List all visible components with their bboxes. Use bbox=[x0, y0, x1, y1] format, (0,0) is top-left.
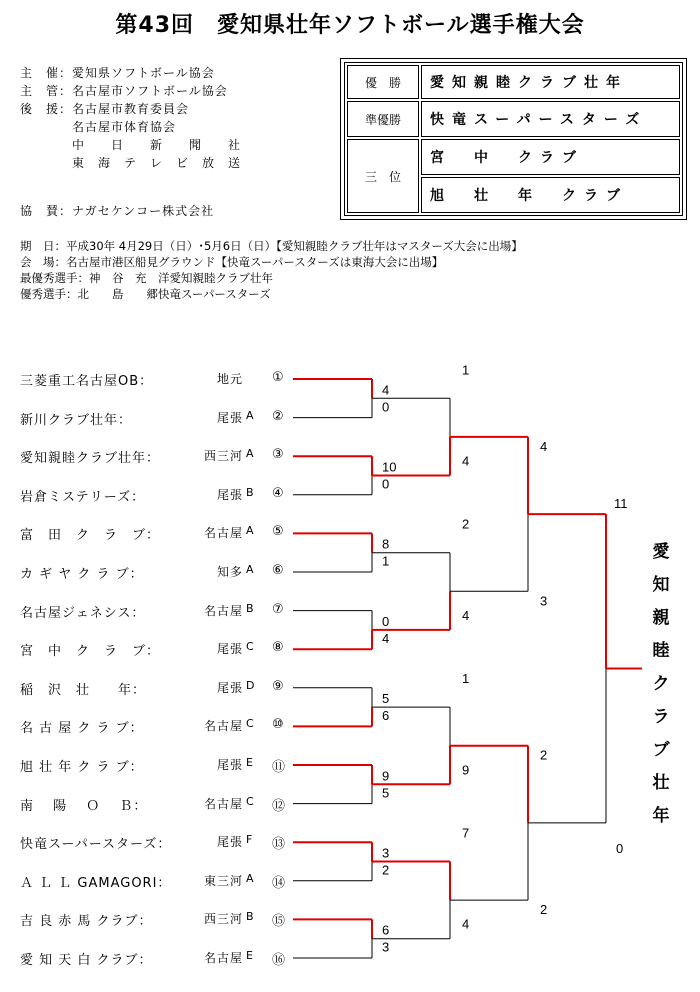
score-label: 1 bbox=[462, 362, 470, 378]
info-excellent: 優秀選手：北 島 郷快竜スーパースターズ bbox=[20, 287, 271, 301]
team-region: 名古屋 bbox=[203, 603, 243, 618]
team-number: ⑯ bbox=[272, 953, 287, 968]
team-number: ⑤ bbox=[272, 524, 285, 540]
team-number: ⑫ bbox=[272, 798, 287, 814]
organizer-line: 東 海 テ レ ビ 放 送 bbox=[20, 156, 242, 170]
team-name: 岩倉ミステリーズ： bbox=[20, 489, 146, 505]
winner-char: 知 bbox=[652, 575, 670, 595]
team-name: 新川クラブ壮年： bbox=[20, 412, 133, 428]
score-label: 5 bbox=[382, 785, 390, 801]
winner-char: ク bbox=[652, 674, 670, 694]
team-number: ⑪ bbox=[272, 760, 287, 775]
score-label: 3 bbox=[382, 939, 390, 955]
team-region: 尾張 bbox=[216, 642, 243, 657]
team-name: 愛 知 天 白 クラブ： bbox=[20, 953, 153, 968]
score-label: 0 bbox=[382, 613, 390, 629]
team-name: カ ギ ヤ ク ラ ブ： bbox=[20, 567, 144, 582]
team-seed: E bbox=[246, 949, 254, 962]
page-title: 第43回 愛知県壮年ソフトボール選手権大会 bbox=[115, 13, 585, 38]
team-seed: D bbox=[246, 678, 256, 692]
team-region: 地元 bbox=[216, 372, 243, 386]
team-number: ⑮ bbox=[272, 914, 287, 930]
score-label: 4 bbox=[462, 607, 470, 623]
winner-char: 年 bbox=[652, 806, 670, 826]
team-number: ⑥ bbox=[272, 563, 285, 578]
third-team: 旭 壮 年 クラブ bbox=[421, 177, 680, 213]
team-region: 知多 bbox=[216, 565, 243, 579]
team-seed: C bbox=[246, 717, 255, 731]
winner-char: 壮 bbox=[652, 773, 670, 793]
score-label: 1 bbox=[382, 553, 390, 569]
score-label: 7 bbox=[462, 825, 470, 841]
organizer-line: 名古屋市体育協会 bbox=[20, 120, 177, 134]
team-name: 名 古 屋 ク ラ ブ： bbox=[20, 721, 144, 737]
team-region: 尾張 bbox=[216, 835, 243, 850]
organizer-line: 主 催：愛知県ソフトボール協会 bbox=[20, 66, 215, 80]
winner-char: 愛 bbox=[652, 542, 670, 562]
team-region: 尾張 bbox=[216, 758, 243, 772]
team-region: 尾張 bbox=[216, 487, 243, 502]
team-region: 名古屋 bbox=[203, 951, 243, 965]
team-region: 尾張 bbox=[216, 680, 243, 695]
team-name: 富 田 ク ラ ブ： bbox=[20, 528, 161, 544]
third-label: 三 位 bbox=[347, 139, 419, 213]
score-label: 5 bbox=[382, 691, 390, 707]
team-name: Ａ Ｌ Ｌ GAMAGORI： bbox=[20, 875, 172, 891]
score-label: 2 bbox=[462, 516, 470, 532]
team-number: ⑧ bbox=[272, 640, 285, 656]
info-mvp: 最優秀選手：神 谷 充 洋愛知親睦クラブ壮年 bbox=[20, 271, 273, 285]
score-label: 9 bbox=[382, 768, 390, 784]
third-team: 宮 中 クラブ bbox=[421, 139, 680, 175]
team-number: ② bbox=[272, 408, 285, 424]
team-name: 南 陽 Ｏ Ｂ： bbox=[20, 798, 148, 814]
score-label: 6 bbox=[382, 708, 390, 724]
organizer-line: 後 援：名古屋市教育委員会 bbox=[20, 102, 190, 116]
team-number: ⑨ bbox=[272, 678, 285, 694]
team-seed: F bbox=[246, 833, 254, 847]
team-seed: B bbox=[246, 485, 255, 499]
team-name: 三菱重工名古屋OB： bbox=[20, 374, 154, 389]
runnerup-label: 準優勝 bbox=[347, 101, 419, 137]
runnerup-team: 快竜スーパースターズ bbox=[421, 101, 680, 137]
winner-vertical-name bbox=[648, 536, 674, 833]
score-label: 10 bbox=[382, 459, 397, 475]
team-region: 西三河 bbox=[203, 912, 243, 927]
team-seed: A bbox=[246, 871, 255, 885]
score-label: 3 bbox=[382, 845, 390, 861]
info-date: 期 日：平成30年 4月29日（日）･5月6日（日）【愛知親睦クラブ壮年はマスターズ大会に出場】 bbox=[20, 239, 523, 253]
team-seed: A bbox=[246, 524, 255, 538]
score-label: 0 bbox=[382, 476, 390, 492]
team-seed: A bbox=[246, 408, 255, 422]
team-name: 宮 中 ク ラ ブ： bbox=[20, 644, 161, 660]
team-seed: A bbox=[246, 563, 255, 576]
team-number: ③ bbox=[272, 447, 285, 463]
score-label: 4 bbox=[540, 438, 548, 454]
team-name: 吉 良 赤 馬 クラブ： bbox=[20, 914, 153, 930]
team-seed: C bbox=[246, 640, 255, 654]
team-region: 名古屋 bbox=[203, 796, 243, 811]
team-name: 名古屋ジェネシス： bbox=[20, 605, 146, 621]
team-region: 尾張 bbox=[216, 410, 243, 425]
team-name: 稲 沢 壮 年： bbox=[20, 682, 147, 698]
score-label: 4 bbox=[462, 916, 470, 932]
team-region: 名古屋 bbox=[203, 526, 243, 541]
winner-char: ブ bbox=[652, 740, 670, 760]
score-label: 4 bbox=[462, 453, 470, 469]
score-label: 11 bbox=[614, 496, 628, 512]
team-number: ⑩ bbox=[272, 717, 285, 733]
team-number: ⑬ bbox=[272, 837, 287, 853]
team-number: ⑦ bbox=[272, 601, 285, 617]
score-label: 2 bbox=[540, 747, 548, 763]
team-seed: C bbox=[246, 794, 255, 808]
champion-team: 愛知親睦クラブ壮年 bbox=[421, 65, 680, 99]
team-name: 旭 壮 年 ク ラ ブ： bbox=[20, 760, 144, 775]
team-region: 名古屋 bbox=[203, 719, 243, 734]
winner-char: 親 bbox=[652, 608, 670, 628]
sponsor-line: 協 賛：ナガセケンコー株式会社 bbox=[20, 204, 215, 218]
score-label: 0 bbox=[616, 840, 624, 856]
team-seed: B bbox=[246, 910, 255, 924]
score-label: 2 bbox=[540, 902, 548, 918]
score-label: 4 bbox=[382, 630, 390, 646]
score-label: 3 bbox=[540, 593, 548, 609]
winner-char: ラ bbox=[652, 707, 670, 727]
team-number: ① bbox=[272, 370, 285, 385]
team-region: 西三河 bbox=[203, 449, 243, 464]
score-label: 8 bbox=[382, 536, 390, 552]
team-seed: E bbox=[246, 756, 254, 769]
score-label: 6 bbox=[382, 922, 390, 938]
champion-label: 優 勝 bbox=[347, 65, 419, 99]
score-label: 9 bbox=[462, 762, 470, 778]
team-number: ⑭ bbox=[272, 875, 287, 891]
score-label: 1 bbox=[462, 671, 470, 687]
team-region: 東三河 bbox=[203, 873, 243, 888]
organizer-line: 中 日 新 聞 社 bbox=[20, 138, 242, 152]
organizer-line: 主 管：名古屋市ソフトボール協会 bbox=[20, 84, 228, 98]
score-label: 4 bbox=[382, 382, 390, 398]
score-label: 0 bbox=[382, 399, 390, 415]
team-seed: A bbox=[246, 447, 255, 461]
score-label: 2 bbox=[382, 862, 390, 878]
team-seed: B bbox=[246, 601, 255, 615]
team-number: ④ bbox=[272, 485, 285, 501]
winner-char: 睦 bbox=[652, 641, 670, 661]
team-name: 快竜スーパースターズ： bbox=[20, 837, 172, 853]
info-venue: 会 場：名古屋市港区船見グラウンド【快竜スーパースターズは東海大会に出場】 bbox=[20, 255, 444, 269]
team-name: 愛知親睦クラブ壮年： bbox=[20, 451, 161, 467]
